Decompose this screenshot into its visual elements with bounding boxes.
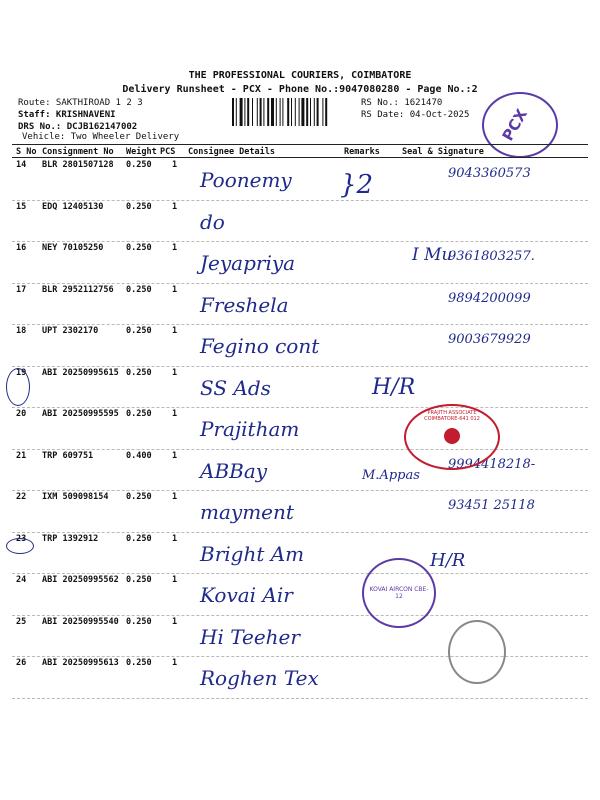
row-sno: 20 xyxy=(16,409,27,419)
row-signature-number: 93451 25118 xyxy=(448,498,535,513)
barcode xyxy=(232,98,354,126)
row-pcs: 1 xyxy=(172,326,178,336)
row-divider xyxy=(12,573,588,574)
col-sno: S No xyxy=(16,147,37,157)
barcode-bar xyxy=(276,98,277,126)
faint-company-stamp xyxy=(448,620,506,684)
barcode-bar xyxy=(325,98,327,126)
prajith-stamp-text: PRAJITH ASSOCIATE COIMBATORE-641 012 xyxy=(424,410,480,422)
barcode-bar xyxy=(317,98,319,126)
staff-label: Staff: KRISHNAVENI xyxy=(18,110,116,120)
row-consignee-handwriting: SS Ads xyxy=(200,375,271,400)
row-weight: 0.250 xyxy=(126,492,152,502)
row-divider xyxy=(12,490,588,491)
col-remarks: Remarks xyxy=(344,147,380,157)
row-signature-number: 9994418218- xyxy=(448,456,536,472)
row-sno: 14 xyxy=(16,160,27,170)
row-pcs: 1 xyxy=(172,616,178,627)
row-pcs: 1 xyxy=(172,201,178,212)
row16-signature: I Mu xyxy=(412,245,453,265)
row-weight: 0.250 xyxy=(126,367,152,378)
row-consignee-handwriting: Hi Teeher xyxy=(200,624,300,649)
route-label: Route: SAKTHIROAD 1 2 3 xyxy=(18,98,143,108)
row-consignee-handwriting: do xyxy=(200,209,225,234)
barcode-bar xyxy=(310,98,311,126)
row-weight: 0.250 xyxy=(126,409,152,419)
row19-circle-mark xyxy=(6,368,30,406)
row-divider xyxy=(12,241,588,242)
row-weight: 0.250 xyxy=(126,326,152,336)
barcode-bar xyxy=(295,98,296,126)
row-signature-number: 9894200099 xyxy=(448,290,531,306)
barcode-bar xyxy=(232,98,234,126)
row-consignee-handwriting: Kovai Air xyxy=(200,583,293,607)
barcode-bar xyxy=(282,98,283,126)
runsheet-subtitle: Delivery Runsheet - PCX - Phone No.:9047080280 - Page No.:2 xyxy=(122,84,478,95)
row-consignment-no: BLR 2801507128 xyxy=(42,160,114,170)
row-weight: 0.250 xyxy=(126,160,152,170)
row-signature-number: 9043360573 xyxy=(448,166,531,181)
barcode-bar xyxy=(247,98,249,126)
row-divider xyxy=(12,283,588,284)
barcode-bar xyxy=(263,98,264,126)
row-pcs: 1 xyxy=(172,492,178,502)
row-sno: 17 xyxy=(16,284,27,295)
pcx-stamp xyxy=(482,92,558,158)
remark-hr-23: H/R xyxy=(430,550,466,571)
row-pcs: 1 xyxy=(172,160,178,170)
row-sno: 18 xyxy=(16,326,27,336)
row-consignment-no: TRP 609751 xyxy=(42,450,94,461)
row-divider xyxy=(12,366,588,367)
row-weight: 0.250 xyxy=(126,575,152,585)
row-weight: 0.250 xyxy=(126,201,152,212)
row-pcs: 1 xyxy=(172,284,178,295)
barcode-bar xyxy=(271,98,274,126)
row-sno: 21 xyxy=(16,450,27,461)
col-weight: Weight xyxy=(126,147,157,157)
row-consignment-no: UPT 2302170 xyxy=(42,326,99,336)
barcode-bar xyxy=(267,98,269,126)
barcode-bar xyxy=(314,98,315,126)
row-consignee-handwriting: Roghen Tex xyxy=(200,666,319,690)
barcode-bar xyxy=(240,98,243,126)
row-pcs: 1 xyxy=(172,243,178,253)
barcode-bar xyxy=(236,98,237,126)
stamp-seal-icon xyxy=(444,428,460,444)
barcode-bar xyxy=(252,98,253,126)
row-sno: 19 xyxy=(16,367,27,378)
row-consignment-no: TRP 1392912 xyxy=(42,533,99,544)
barcode-bar xyxy=(260,98,262,126)
row-consignee-handwriting: Bright Am xyxy=(200,541,305,566)
row-pcs: 1 xyxy=(172,367,178,378)
row-consignment-no: IXM 509098154 xyxy=(42,492,109,502)
row-weight: 0.250 xyxy=(126,533,152,544)
row23-circle-mark xyxy=(6,538,34,554)
row-pcs: 1 xyxy=(172,409,178,419)
col-seal: Seal & Signature xyxy=(402,147,484,157)
row-divider xyxy=(12,532,588,533)
vehicle-label: Vehicle: Two Wheeler Delivery xyxy=(22,132,180,142)
row-signature-number: 9003679929 xyxy=(448,332,531,347)
row-consignee-handwriting: Fegino cont xyxy=(200,334,320,358)
row-sno: 16 xyxy=(16,243,27,253)
kovai-stamp-text: KOVAI AIRCON CBE-12 xyxy=(369,586,429,600)
row-consignee-handwriting: Poonemy xyxy=(200,168,292,192)
barcode-bar xyxy=(257,98,258,126)
row-pcs: 1 xyxy=(172,533,178,544)
row-weight: 0.250 xyxy=(126,616,152,627)
row-consignment-no: ABI 20250995562 xyxy=(42,575,119,585)
row-divider xyxy=(12,200,588,201)
row-consignment-no: NEY 70105250 xyxy=(42,243,104,253)
barcode-bar xyxy=(291,98,292,126)
row-consignee-handwriting: Prajitham xyxy=(200,417,300,441)
col-consignment: Consignment No xyxy=(42,147,114,157)
row-pcs: 1 xyxy=(172,575,178,585)
kovai-aircon-stamp xyxy=(362,558,436,628)
row-consignment-no: ABI 20250995595 xyxy=(42,409,119,419)
prajith-associate-stamp xyxy=(404,404,500,470)
barcode-bar xyxy=(280,98,281,126)
row-divider xyxy=(12,324,588,325)
barcode-bar xyxy=(244,98,245,126)
row-consignee-handwriting: Freshela xyxy=(200,292,289,317)
row-weight: 0.400 xyxy=(126,450,152,461)
row-consignment-no: ABI 20250995613 xyxy=(42,658,119,668)
row-sno: 25 xyxy=(16,616,27,627)
barcode-bar xyxy=(287,98,289,126)
row-consignment-no: EDQ 12405130 xyxy=(42,201,104,212)
barcode-bar xyxy=(322,98,323,126)
row-sno: 24 xyxy=(16,575,27,585)
barcode-bar xyxy=(306,98,308,126)
row-pcs: 1 xyxy=(172,450,178,461)
row-signature-number: 9361803257. xyxy=(448,249,535,264)
remark-hr-19: H/R xyxy=(372,375,416,400)
row-consignment-no: BLR 2952112756 xyxy=(42,284,114,295)
row-pcs: 1 xyxy=(172,658,178,668)
row-weight: 0.250 xyxy=(126,284,152,295)
col-consignee: Consignee Details xyxy=(188,147,275,157)
pcx-stamp-text: PCX xyxy=(498,105,531,145)
row-divider xyxy=(12,449,588,450)
row-consignee-handwriting: ABBay xyxy=(200,458,268,483)
header-top-rule xyxy=(12,144,588,145)
company-title: THE PROFESSIONAL COURIERS, COIMBATORE xyxy=(188,70,412,81)
header-bottom-rule xyxy=(12,157,588,158)
row-consignment-no: ABI 20250995615 xyxy=(42,367,119,378)
barcode-bar xyxy=(301,98,304,126)
row-weight: 0.250 xyxy=(126,243,152,253)
row-weight: 0.250 xyxy=(126,658,152,668)
row-divider xyxy=(12,615,588,616)
row-consignee-handwriting: mayment xyxy=(200,500,294,524)
row-sno: 15 xyxy=(16,201,27,212)
brace-mark: }2 xyxy=(340,170,374,200)
row21-signature: M.Appas xyxy=(362,468,420,483)
rs-number: RS No.: 1621470 xyxy=(361,98,443,108)
col-pcs: PCS xyxy=(160,147,176,157)
row-divider xyxy=(12,407,588,408)
barcode-bar xyxy=(299,98,300,126)
drs-label: DRS No.: DCJB162147002 xyxy=(18,122,138,132)
row-divider xyxy=(12,698,588,699)
row-sno: 26 xyxy=(16,658,27,668)
row-consignee-handwriting: Jeyapriya xyxy=(200,251,296,275)
rs-date: RS Date: 04-Oct-2025 xyxy=(361,110,470,120)
row-sno: 22 xyxy=(16,492,27,502)
row-sno: 23 xyxy=(16,533,27,544)
row-consignment-no: ABI 20250995540 xyxy=(42,616,119,627)
